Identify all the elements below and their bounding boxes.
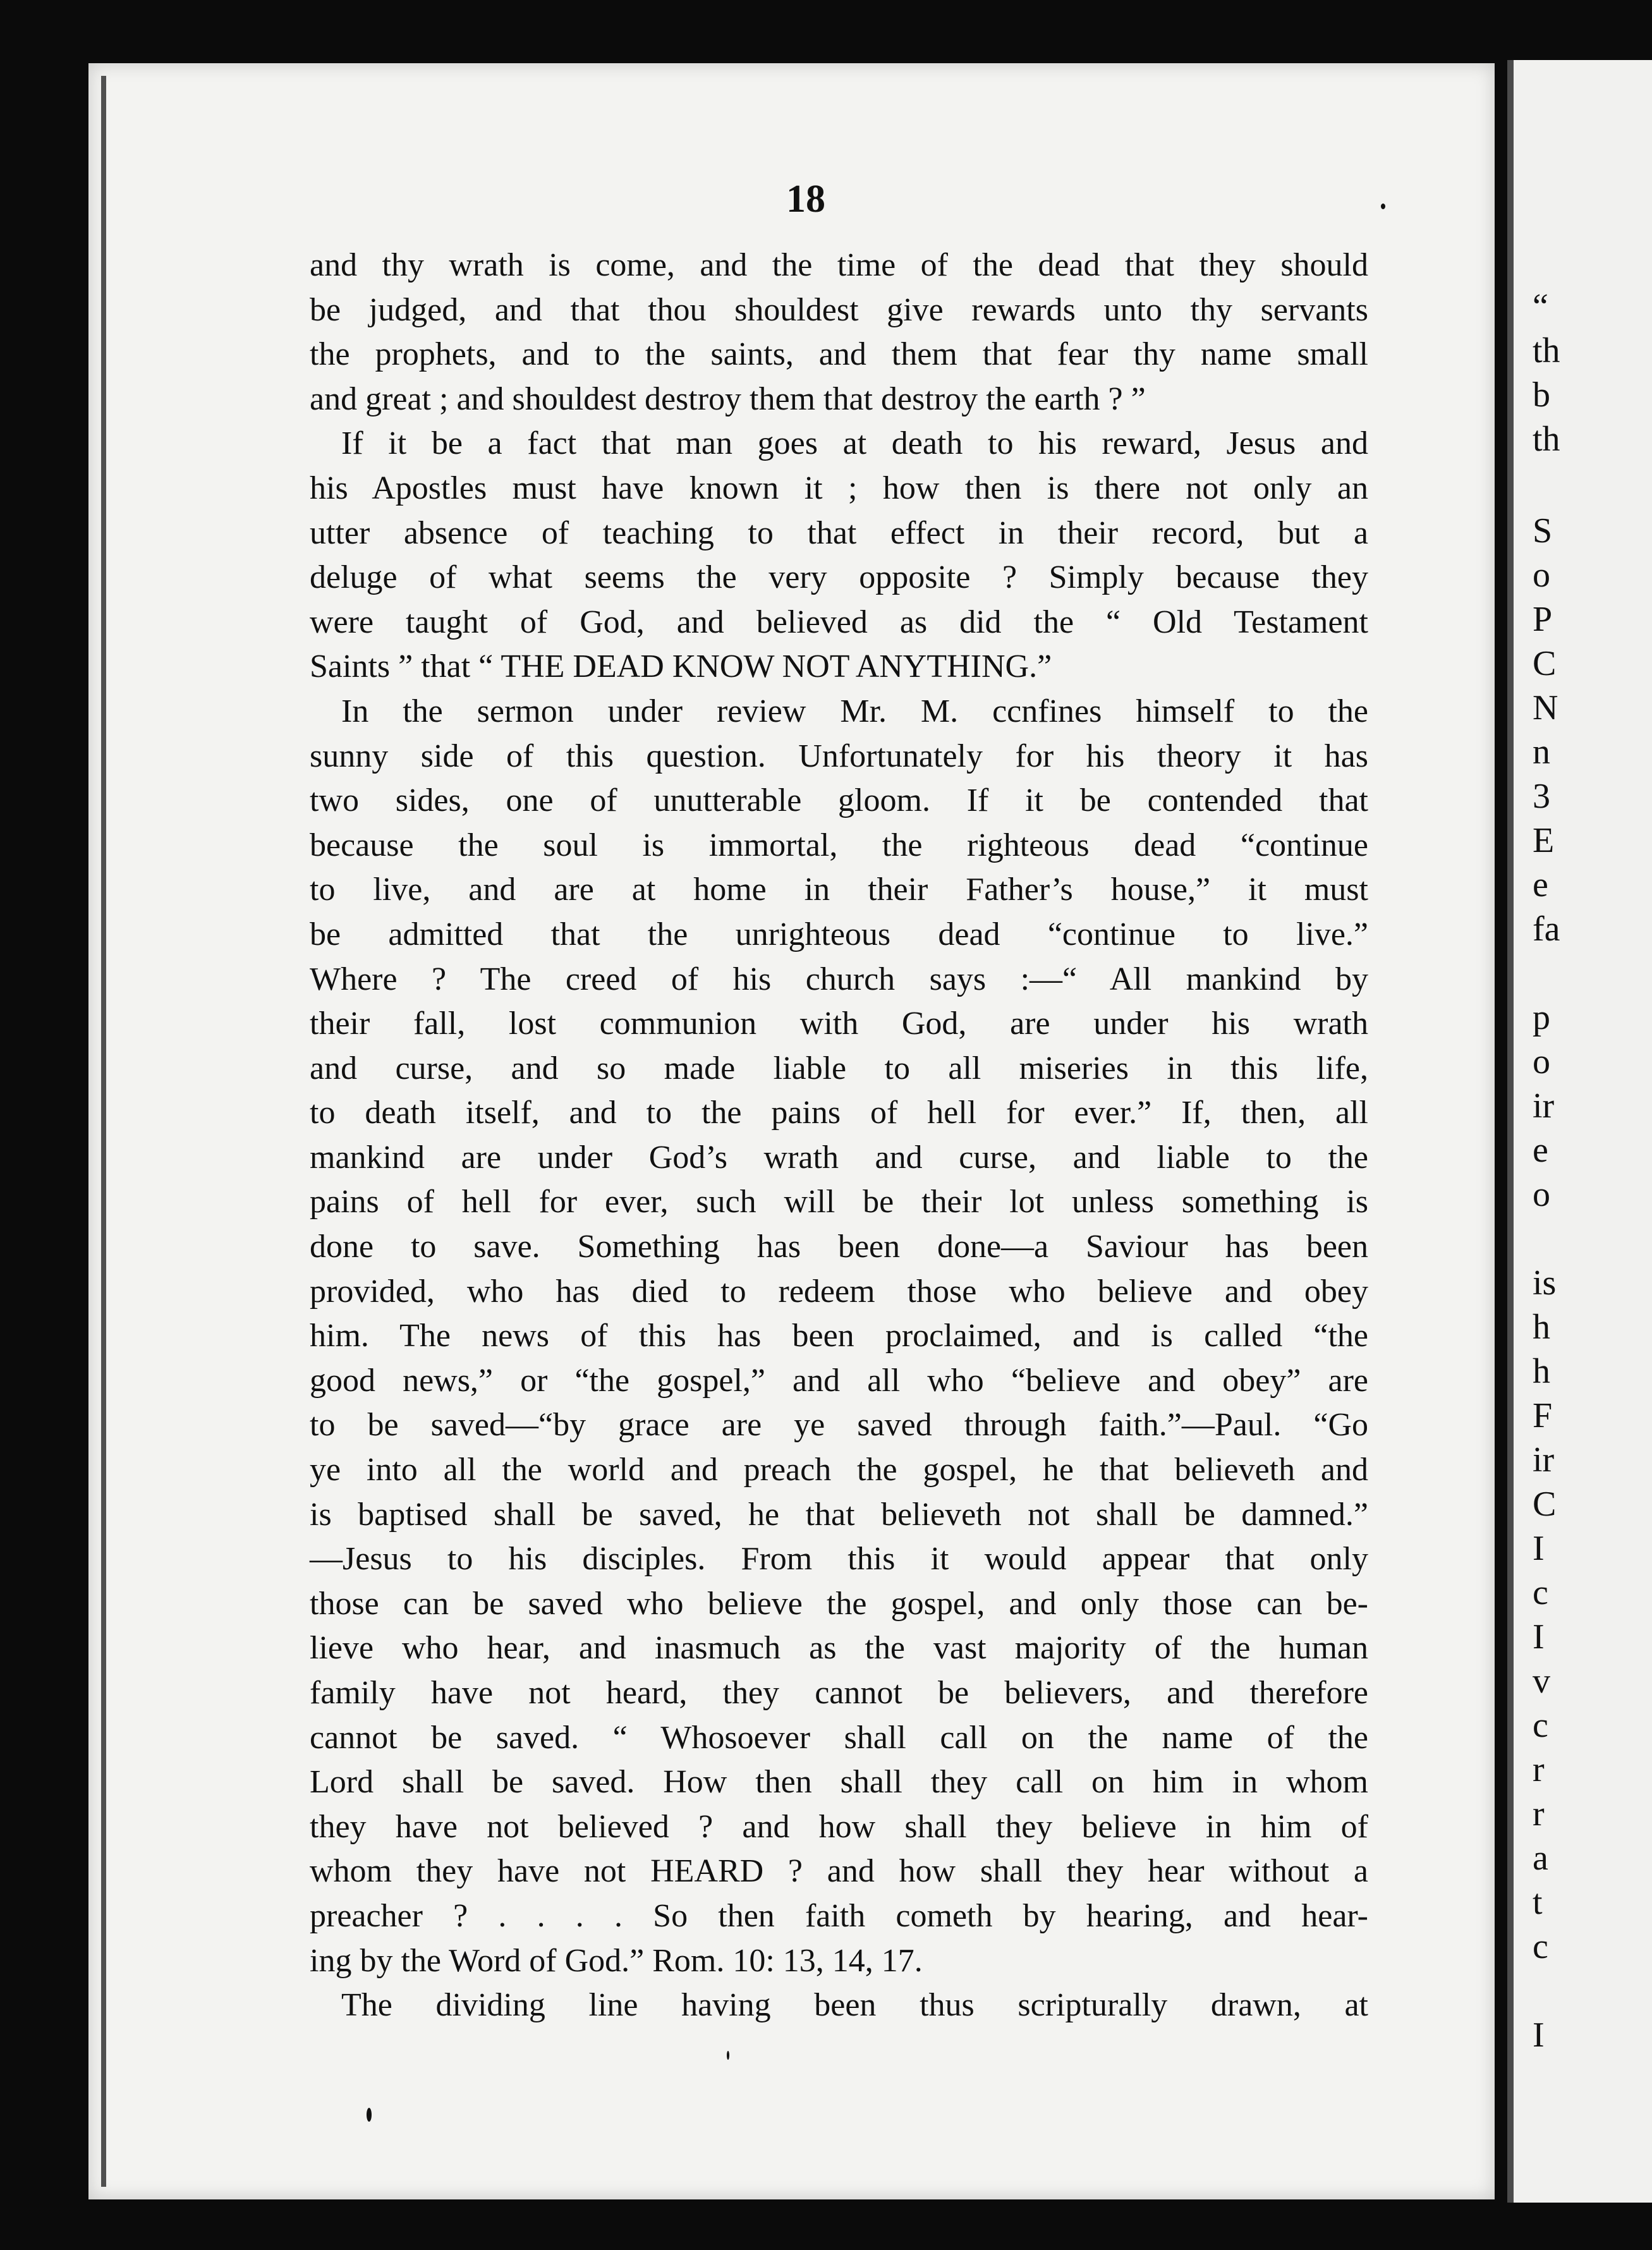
facing-page-fragment: ir (1533, 1086, 1555, 1126)
text-line: is baptised shall be saved, he that believeth not shall be damned.” (310, 1496, 1368, 1533)
facing-page-fragment: o (1533, 1175, 1550, 1214)
text-line: the prophets, and to the saints, and them that fear thy name small (310, 336, 1368, 373)
facing-page (1507, 60, 1652, 2203)
page-gutter (1507, 60, 1514, 2203)
text-line: family have not heard, they cannot be believers, and therefore (310, 1675, 1368, 1711)
facing-page-fragment: F (1533, 1396, 1553, 1435)
facing-page-fragment: p (1533, 998, 1550, 1037)
facing-page-fragment: a (1533, 1839, 1548, 1878)
text-line: utter absence of teaching to that effect in their record, but a (310, 514, 1368, 551)
text-line: done to save. Something has been done—a Saviour has been (310, 1229, 1368, 1265)
facing-page-fragment: C (1533, 644, 1557, 683)
text-line: their fall, lost communion with God, are under his wrath (310, 1006, 1368, 1042)
facing-page-fragment: v (1533, 1662, 1550, 1701)
facing-page-fragment: I (1533, 2016, 1545, 2055)
facing-page-fragment: c (1533, 1706, 1548, 1745)
facing-page-fragment: C (1533, 1485, 1557, 1524)
text-line: and thy wrath is come, and the time of the dead that they should (310, 247, 1368, 283)
text-line: —Jesus to his disciples. From this it would appear that only (310, 1541, 1368, 1578)
facing-page-fragment: is (1533, 1263, 1557, 1303)
text-line: his Apostles must have known it ; how then is there not only an (310, 470, 1368, 506)
text-line: lieve who hear, and inasmuch as the vast majority of the human (310, 1630, 1368, 1667)
facing-page-fragment: e (1533, 1131, 1548, 1170)
facing-page-fragment: c (1533, 1573, 1548, 1612)
ink-speck (367, 2108, 372, 2122)
facing-page-fragment: fa (1533, 909, 1560, 949)
text-line: provided, who has died to redeem those who believe and obey (310, 1273, 1368, 1310)
text-line: sunny side of this question. Unfortunately for his theory it has (310, 738, 1368, 774)
text-line: preacher ? . . . . So then faith cometh by hearing, and hear- (310, 1897, 1368, 1934)
facing-page-fragment: e (1533, 865, 1548, 904)
text-line: mankind are under God’s wrath and curse, and liable to the (310, 1139, 1368, 1176)
text-line: cannot be saved. “ Whosoever shall call on the name of the (310, 1719, 1368, 1756)
text-line: and curse, and so made liable to all miseries in this life, (310, 1050, 1368, 1086)
text-line: Where ? The creed of his church says :—“ All mankind by (310, 961, 1368, 997)
body-text (310, 243, 1368, 2028)
text-line: him. The news of this has been proclaimed, and is called “the (310, 1318, 1368, 1354)
paragraph-start-line: If it be a fact that man goes at death to his reward, Jesus and (341, 425, 1368, 462)
facing-page-fragment: th (1533, 420, 1560, 459)
text-line: be judged, and that thou shouldest give rewards unto thy servants (310, 291, 1368, 328)
paragraph-start-line: The dividing line having been thus scripturally drawn, at (341, 1987, 1368, 2024)
facing-page-fragment: n (1533, 733, 1550, 772)
text-line: those can be saved who believe the gospel, and only those can be- (310, 1585, 1368, 1622)
text-line: to be saved—“by grace are ye saved through faith.”—Paul. “Go (310, 1407, 1368, 1444)
text-line: because the soul is immortal, the righteous dead “continue (310, 827, 1368, 863)
page-number: 18 (786, 178, 825, 221)
text-line: and great ; and shouldest destroy them that destroy the earth ? ” (310, 380, 1146, 417)
facing-page-fragment: I (1533, 1617, 1545, 1657)
facing-page-fragment: h (1533, 1352, 1550, 1391)
facing-page-fragment: h (1533, 1308, 1550, 1347)
ink-speck (1381, 204, 1385, 209)
text-line: Saints ” that “ THE DEAD KNOW NOT ANYTHING.” (310, 648, 1052, 685)
facing-page-fragment: th (1533, 331, 1560, 370)
facing-page-fragment: t (1533, 1883, 1543, 1922)
facing-page-fragment: r (1533, 1794, 1545, 1833)
text-line: Lord shall be saved. How then shall they call on him in whom (310, 1764, 1368, 1801)
facing-page-fragment: S (1533, 511, 1553, 550)
text-line: to live, and are at home in their Father’s house,” it must (310, 872, 1368, 908)
paragraph-start-line: In the sermon under review Mr. M. ccnfines himself to the (341, 693, 1368, 729)
facing-page-fragment: N (1533, 688, 1558, 727)
facing-page-fragment: E (1533, 821, 1555, 860)
text-line: ye into all the world and preach the gospel, he that believeth and (310, 1452, 1368, 1488)
facing-page-fragment: P (1533, 600, 1553, 639)
facing-page-fragment: I (1533, 1529, 1545, 1568)
text-line: be admitted that the unrighteous dead “continue to live.” (310, 916, 1368, 952)
facing-page-fragment: 3 (1533, 777, 1550, 816)
text-line: two sides, one of unutterable gloom. If it be contended that (310, 782, 1368, 819)
page-edge-shadow (101, 76, 106, 2187)
text-line: deluge of what seems the very opposite ? Simply because they (310, 559, 1368, 596)
ink-speck (727, 2051, 729, 2060)
facing-page-fragment: “ (1533, 287, 1548, 326)
text-line: were taught of God, and believed as did the “ Old Testament (310, 604, 1368, 640)
text-line: they have not believed ? and how shall they believe in him of (310, 1808, 1368, 1845)
facing-page-fragment: b (1533, 375, 1550, 415)
facing-page-fragment: c (1533, 1927, 1548, 1966)
facing-page-fragment: o (1533, 1042, 1550, 1081)
text-line: whom they have not HEARD ? and how shall they hear without a (310, 1853, 1368, 1890)
text-line: good news,” or “the gospel,” and all who “believe and obey” are (310, 1362, 1368, 1399)
facing-page-fragment: o (1533, 556, 1550, 595)
facing-page-fragment: r (1533, 1750, 1545, 1789)
text-line: ing by the Word of God.” Rom. 10: 13, 14, 17. (310, 1942, 923, 1979)
facing-page-fragment: ir (1533, 1440, 1555, 1480)
text-line: to death itself, and to the pains of hell for ever.” If, then, all (310, 1095, 1368, 1131)
text-line: pains of hell for ever, such will be their lot unless something is (310, 1184, 1368, 1220)
